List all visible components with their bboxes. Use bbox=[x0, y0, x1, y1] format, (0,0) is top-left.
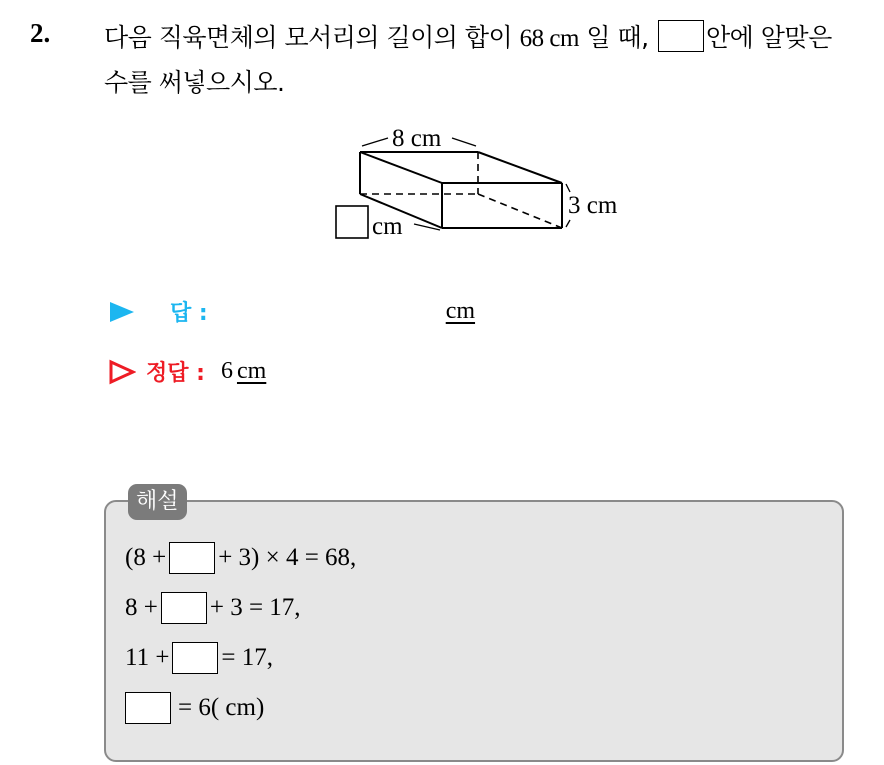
figure-height-label: 3 cm bbox=[568, 192, 618, 219]
question-line1-part-c: 안에 알맞은 bbox=[706, 23, 832, 52]
answer-unit: cm bbox=[445, 298, 476, 324]
equation-2-blank-box bbox=[161, 592, 207, 624]
correct-answer-unit: cm bbox=[236, 358, 267, 384]
question-line2: 수를 써넣으시오. bbox=[104, 68, 285, 97]
solution-equation-2 bbox=[125, 592, 301, 624]
equation-3-right: = 17, bbox=[221, 644, 274, 671]
solution-equation-1 bbox=[125, 542, 356, 574]
equation-4-blank-box bbox=[125, 692, 171, 724]
question-line1-part-b: 일 때, bbox=[578, 23, 657, 52]
correct-answer-value: 6 bbox=[220, 358, 233, 384]
correct-answer-label: 정답 : bbox=[146, 361, 205, 386]
question-number: 2. bbox=[30, 18, 51, 48]
equation-1-blank-box bbox=[169, 542, 215, 574]
cuboid-figure bbox=[330, 118, 630, 248]
solution-tag: 해설 bbox=[128, 484, 187, 520]
equation-3-left: 11 + bbox=[125, 644, 170, 671]
correct-answer-row bbox=[108, 356, 266, 387]
answer-label: 답 : bbox=[170, 301, 208, 326]
question-line1-part-a: 다음 직육면체의 모서리의 길이의 합이 bbox=[104, 23, 520, 52]
equation-2-right: + 3 = 17, bbox=[209, 594, 301, 621]
question-edge-sum: 68 cm bbox=[519, 25, 579, 52]
solution-equation-4 bbox=[125, 692, 264, 724]
figure-length-label: 8 cm bbox=[392, 125, 442, 152]
question-text bbox=[104, 16, 874, 105]
answer-marker-icon bbox=[108, 300, 136, 324]
answer-row bbox=[108, 296, 475, 327]
equation-1-right: + 3) × 4 = 68, bbox=[218, 544, 357, 571]
equation-1-left: (8 + bbox=[125, 544, 167, 571]
equation-3-blank-box bbox=[172, 642, 218, 674]
figure-width-blank-box bbox=[336, 206, 368, 238]
solution-equation-3 bbox=[125, 642, 273, 674]
equation-2-left: 8 + bbox=[125, 594, 158, 621]
correct-marker-icon bbox=[108, 359, 136, 385]
equation-4-right: = 6( cm) bbox=[178, 694, 265, 721]
figure-width-unit: cm bbox=[372, 213, 403, 240]
question-blank-box bbox=[658, 20, 704, 52]
